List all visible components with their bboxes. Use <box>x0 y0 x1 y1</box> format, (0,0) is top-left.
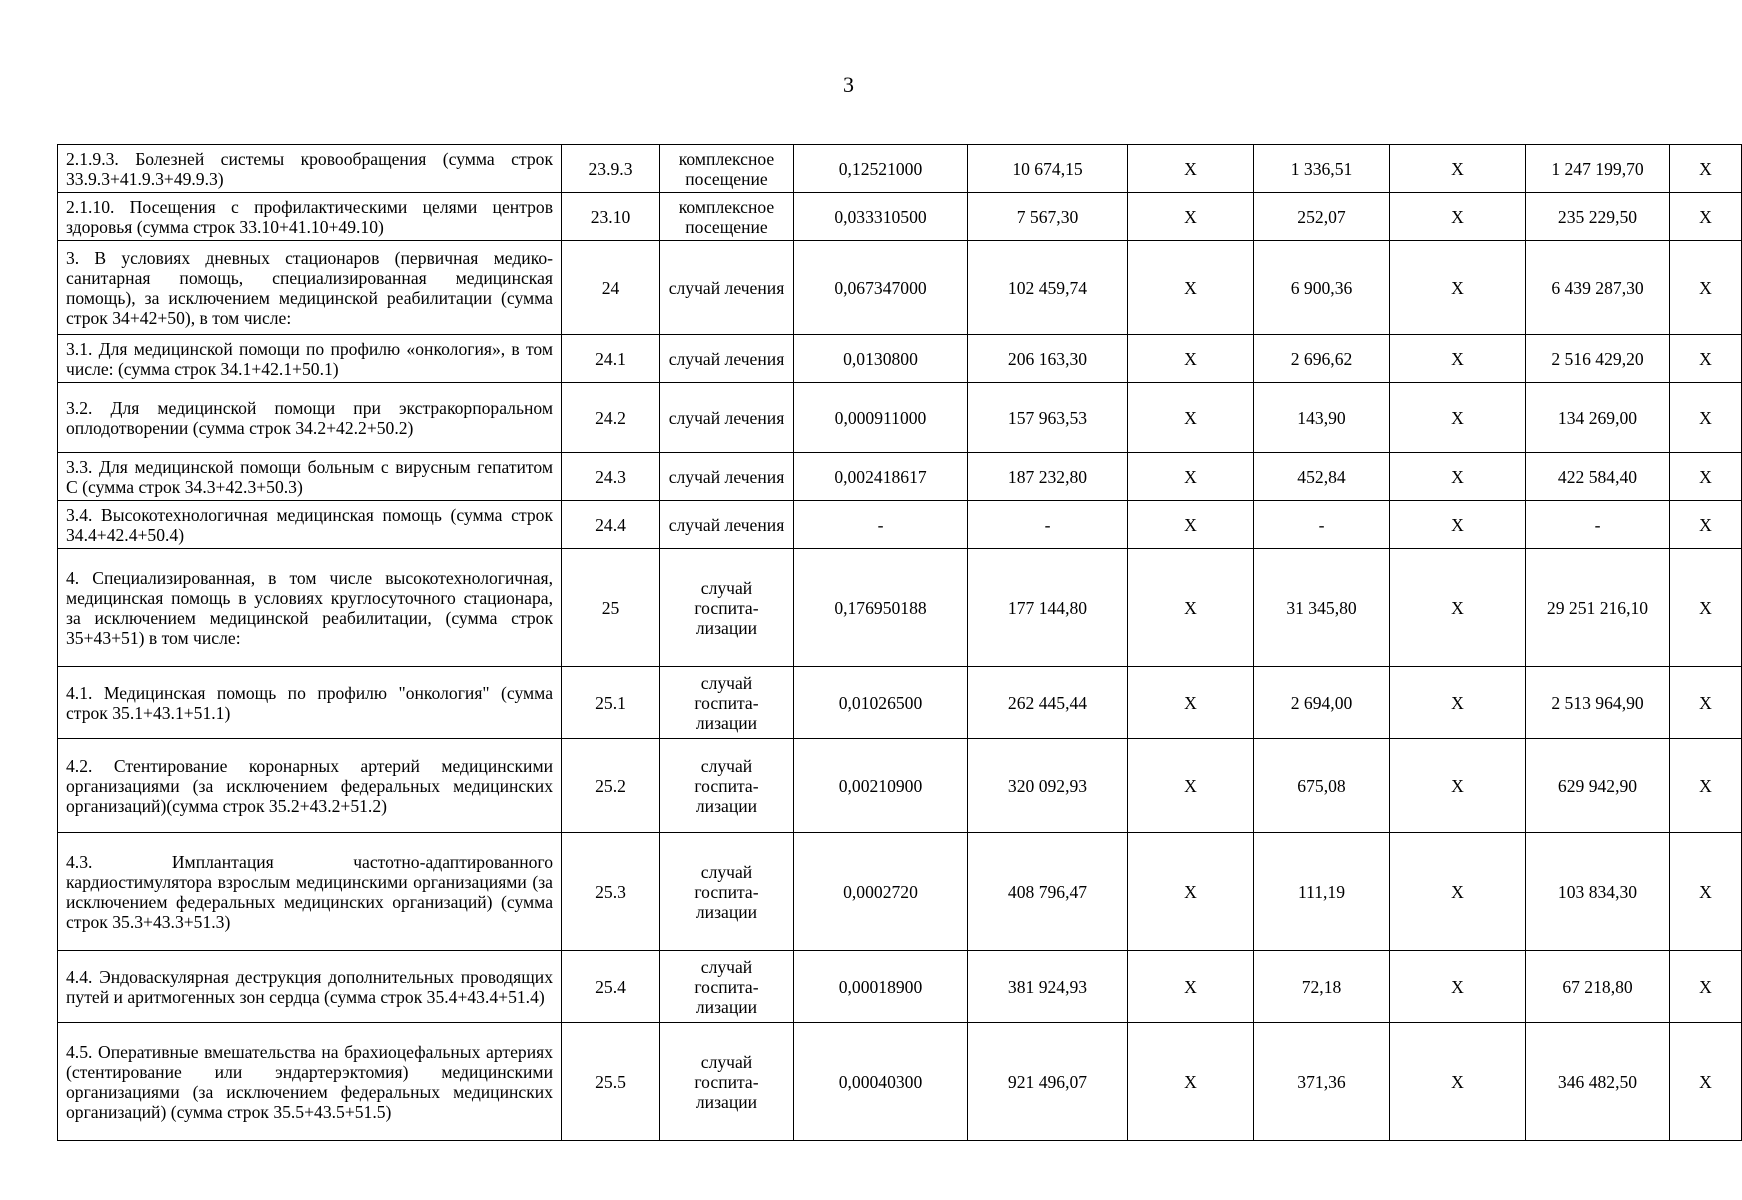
row-x3-cell: Х <box>1670 145 1742 193</box>
row-total-cell: 67 218,80 <box>1526 951 1670 1023</box>
row-x3-cell: Х <box>1670 667 1742 739</box>
table-row <box>58 241 1742 335</box>
row-unit-cell: случай лечения <box>660 335 794 383</box>
row-cost-cell: 187 232,80 <box>968 453 1128 501</box>
row-total-cell: 1 247 199,70 <box>1526 145 1670 193</box>
row-per-capita-cell: - <box>1254 501 1390 549</box>
table-row <box>58 833 1742 951</box>
row-unit-cell: комплексное посещение <box>660 145 794 193</box>
row-per-capita-cell: 1 336,51 <box>1254 145 1390 193</box>
row-cost-cell: 381 924,93 <box>968 951 1128 1023</box>
row-per-capita-cell: 6 900,36 <box>1254 241 1390 335</box>
row-per-capita-cell: 72,18 <box>1254 951 1390 1023</box>
row-x2-cell: Х <box>1390 1023 1526 1141</box>
row-per-capita-cell: 111,19 <box>1254 833 1390 951</box>
data-table <box>57 144 1742 1141</box>
row-code-cell: 25 <box>562 549 660 667</box>
row-x3-cell: Х <box>1670 193 1742 241</box>
table-row <box>58 383 1742 453</box>
row-name-cell: 3.2. Для медицинской помощи при экстракорпоральном оплодотворении (сумма строк 34.2+42.2+50.2) <box>58 383 562 453</box>
row-x1-cell: Х <box>1128 833 1254 951</box>
row-x1-cell: Х <box>1128 145 1254 193</box>
row-total-cell: 6 439 287,30 <box>1526 241 1670 335</box>
row-per-capita-cell: 452,84 <box>1254 453 1390 501</box>
table-row <box>58 145 1742 193</box>
row-x2-cell: Х <box>1390 383 1526 453</box>
row-x3-cell: Х <box>1670 1023 1742 1141</box>
row-unit-cell: случай госпита-лизации <box>660 833 794 951</box>
row-unit-cell: случай госпита-лизации <box>660 667 794 739</box>
row-x3-cell: Х <box>1670 501 1742 549</box>
row-cost-cell: 157 963,53 <box>968 383 1128 453</box>
row-x1-cell: Х <box>1128 951 1254 1023</box>
row-name-cell: 4.1. Медицинская помощь по профилю "онкология" (сумма строк 35.1+43.1+51.1) <box>58 667 562 739</box>
row-volume-cell: 0,067347000 <box>794 241 968 335</box>
row-x1-cell: Х <box>1128 335 1254 383</box>
row-cost-cell: 408 796,47 <box>968 833 1128 951</box>
row-unit-cell: случай лечения <box>660 241 794 335</box>
row-per-capita-cell: 31 345,80 <box>1254 549 1390 667</box>
row-volume-cell: - <box>794 501 968 549</box>
row-name-cell: 2.1.10. Посещения с профилактическими целями центров здоровья (сумма строк 33.10+41.10+49.10) <box>58 193 562 241</box>
row-x2-cell: Х <box>1390 335 1526 383</box>
row-x2-cell: Х <box>1390 501 1526 549</box>
row-per-capita-cell: 143,90 <box>1254 383 1390 453</box>
table-row <box>58 453 1742 501</box>
row-x1-cell: Х <box>1128 453 1254 501</box>
row-code-cell: 25.1 <box>562 667 660 739</box>
row-code-cell: 24.1 <box>562 335 660 383</box>
row-x3-cell: Х <box>1670 383 1742 453</box>
row-total-cell: 422 584,40 <box>1526 453 1670 501</box>
row-x2-cell: Х <box>1390 145 1526 193</box>
row-unit-cell: случай госпита-лизации <box>660 739 794 833</box>
row-cost-cell: 320 092,93 <box>968 739 1128 833</box>
table-row <box>58 335 1742 383</box>
row-x2-cell: Х <box>1390 453 1526 501</box>
table-row <box>58 1023 1742 1141</box>
row-volume-cell: 0,0002720 <box>794 833 968 951</box>
row-per-capita-cell: 371,36 <box>1254 1023 1390 1141</box>
row-volume-cell: 0,0130800 <box>794 335 968 383</box>
row-unit-cell: случай лечения <box>660 383 794 453</box>
row-volume-cell: 0,12521000 <box>794 145 968 193</box>
row-code-cell: 23.10 <box>562 193 660 241</box>
row-x3-cell: Х <box>1670 241 1742 335</box>
row-x3-cell: Х <box>1670 453 1742 501</box>
row-volume-cell: 0,00040300 <box>794 1023 968 1141</box>
table-row <box>58 951 1742 1023</box>
row-name-cell: 3.1. Для медицинской помощи по профилю «онкология», в том числе: (сумма строк 34.1+42.1+50.1) <box>58 335 562 383</box>
row-total-cell: 103 834,30 <box>1526 833 1670 951</box>
row-volume-cell: 0,002418617 <box>794 453 968 501</box>
row-x2-cell: Х <box>1390 241 1526 335</box>
row-x1-cell: Х <box>1128 667 1254 739</box>
row-name-cell: 4.3. Имплантация частотно-адаптированного кардиостимулятора взрослым медицинскими организациями (за исключением федеральных медицинских организаций) (сумма строк 35.3+43.3+51.3) <box>58 833 562 951</box>
row-code-cell: 24 <box>562 241 660 335</box>
table-row <box>58 667 1742 739</box>
table-row <box>58 549 1742 667</box>
row-total-cell: 346 482,50 <box>1526 1023 1670 1141</box>
row-cost-cell: - <box>968 501 1128 549</box>
row-unit-cell: случай лечения <box>660 501 794 549</box>
row-name-cell: 4.5. Оперативные вмешательства на брахиоцефальных артериях (стентирование или эндартерэктомия) медицинскими организациями (за исключением федеральных медицинских организаций) (сумма строк 35.5+43.5+51.5) <box>58 1023 562 1141</box>
row-x1-cell: Х <box>1128 549 1254 667</box>
row-cost-cell: 921 496,07 <box>968 1023 1128 1141</box>
table-row <box>58 739 1742 833</box>
row-x1-cell: Х <box>1128 739 1254 833</box>
row-x2-cell: Х <box>1390 833 1526 951</box>
row-per-capita-cell: 2 694,00 <box>1254 667 1390 739</box>
row-code-cell: 25.3 <box>562 833 660 951</box>
row-code-cell: 24.2 <box>562 383 660 453</box>
row-volume-cell: 0,00210900 <box>794 739 968 833</box>
row-name-cell: 4.4. Эндоваскулярная деструкция дополнительных проводящих путей и аритмогенных зон сердца (сумма строк 35.4+43.4+51.4) <box>58 951 562 1023</box>
row-code-cell: 24.3 <box>562 453 660 501</box>
table-row <box>58 193 1742 241</box>
row-code-cell: 25.2 <box>562 739 660 833</box>
row-total-cell: 2 516 429,20 <box>1526 335 1670 383</box>
row-x1-cell: Х <box>1128 1023 1254 1141</box>
row-cost-cell: 10 674,15 <box>968 145 1128 193</box>
table-row <box>58 501 1742 549</box>
row-cost-cell: 102 459,74 <box>968 241 1128 335</box>
row-x2-cell: Х <box>1390 951 1526 1023</box>
row-name-cell: 3.3. Для медицинской помощи больным с вирусным гепатитом С (сумма строк 34.3+42.3+50.3) <box>58 453 562 501</box>
row-volume-cell: 0,033310500 <box>794 193 968 241</box>
row-unit-cell: случай госпита-лизации <box>660 951 794 1023</box>
row-total-cell: 2 513 964,90 <box>1526 667 1670 739</box>
row-code-cell: 23.9.3 <box>562 145 660 193</box>
row-per-capita-cell: 2 696,62 <box>1254 335 1390 383</box>
row-unit-cell: комплексное посещение <box>660 193 794 241</box>
row-per-capita-cell: 252,07 <box>1254 193 1390 241</box>
row-x1-cell: Х <box>1128 241 1254 335</box>
row-unit-cell: случай госпита-лизации <box>660 549 794 667</box>
row-unit-cell: случай лечения <box>660 453 794 501</box>
row-x1-cell: Х <box>1128 193 1254 241</box>
row-x2-cell: Х <box>1390 193 1526 241</box>
row-code-cell: 25.4 <box>562 951 660 1023</box>
row-cost-cell: 206 163,30 <box>968 335 1128 383</box>
row-x2-cell: Х <box>1390 667 1526 739</box>
row-volume-cell: 0,00018900 <box>794 951 968 1023</box>
row-volume-cell: 0,01026500 <box>794 667 968 739</box>
row-total-cell: 134 269,00 <box>1526 383 1670 453</box>
row-volume-cell: 0,000911000 <box>794 383 968 453</box>
page-number: 3 <box>843 72 854 97</box>
row-x2-cell: Х <box>1390 739 1526 833</box>
row-code-cell: 24.4 <box>562 501 660 549</box>
row-name-cell: 4.2. Стентирование коронарных артерий медицинскими организациями (за исключением федеральных медицинских организаций)(сумма строк 35.2+43.2+51.2) <box>58 739 562 833</box>
row-code-cell: 25.5 <box>562 1023 660 1141</box>
row-x3-cell: Х <box>1670 549 1742 667</box>
row-name-cell: 2.1.9.3. Болезней системы кровообращения (сумма строк 33.9.3+41.9.3+49.9.3) <box>58 145 562 193</box>
row-name-cell: 3. В условиях дневных стационаров (первичная медико-санитарная помощь, специализированная медицинская помощь), за исключением медицинской реабилитации (сумма строк 34+42+50), в том числе: <box>58 241 562 335</box>
row-unit-cell: случай госпита-лизации <box>660 1023 794 1141</box>
row-per-capita-cell: 675,08 <box>1254 739 1390 833</box>
row-total-cell: 29 251 216,10 <box>1526 549 1670 667</box>
row-x3-cell: Х <box>1670 833 1742 951</box>
row-x3-cell: Х <box>1670 335 1742 383</box>
row-total-cell: - <box>1526 501 1670 549</box>
row-volume-cell: 0,176950188 <box>794 549 968 667</box>
row-total-cell: 629 942,90 <box>1526 739 1670 833</box>
row-x1-cell: Х <box>1128 501 1254 549</box>
row-cost-cell: 7 567,30 <box>968 193 1128 241</box>
row-name-cell: 3.4. Высокотехнологичная медицинская помощь (сумма строк 34.4+42.4+50.4) <box>58 501 562 549</box>
row-total-cell: 235 229,50 <box>1526 193 1670 241</box>
row-x1-cell: Х <box>1128 383 1254 453</box>
row-x3-cell: Х <box>1670 739 1742 833</box>
row-x3-cell: Х <box>1670 951 1742 1023</box>
row-name-cell: 4. Специализированная, в том числе высокотехнологичная, медицинская помощь в условиях круглосуточного стационара, за исключением медицинской реабилитации, (сумма строк 35+43+51) в том числе: <box>58 549 562 667</box>
row-cost-cell: 262 445,44 <box>968 667 1128 739</box>
row-x2-cell: Х <box>1390 549 1526 667</box>
row-cost-cell: 177 144,80 <box>968 549 1128 667</box>
